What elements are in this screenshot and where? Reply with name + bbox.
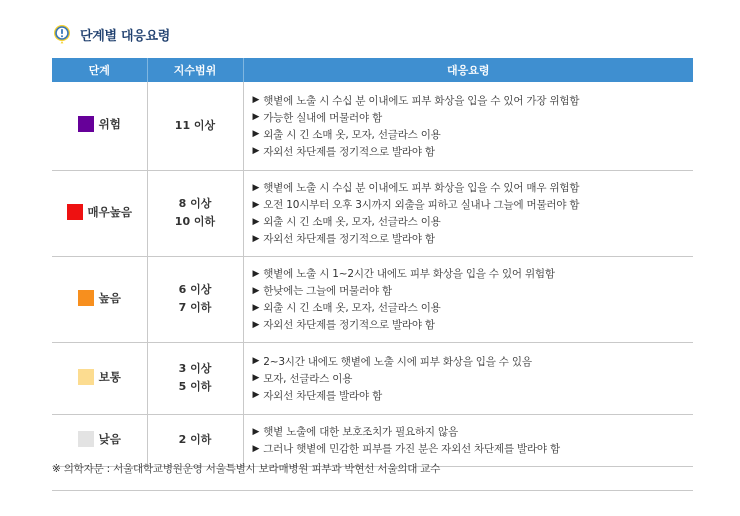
level-cell [52, 256, 147, 342]
response-text: 외출 시 긴 소매 옷, 모자, 선글라스 이용 [263, 216, 441, 228]
range-cell [147, 342, 243, 414]
range-value: 7 이하 [178, 301, 212, 314]
table-header-row [52, 58, 693, 82]
level-cell [52, 82, 147, 170]
table-row [52, 256, 693, 342]
response-text: 햇볕에 노출 시 수십 분 이내에도 피부 화상을 입을 수 있어 매우 위험함 [263, 182, 580, 194]
range-value: 10 이하 [174, 215, 216, 228]
level-label: 낮음 [98, 431, 121, 446]
table-row [52, 82, 693, 170]
level-cell [52, 170, 147, 256]
level-color-swatch [78, 369, 94, 385]
range-value: 11 이상 [174, 118, 216, 132]
range-cell [147, 82, 243, 170]
response-item [253, 265, 694, 282]
response-text: 외출 시 긴 소매 옷, 모자, 선글라스 이용 [263, 128, 441, 141]
level-color-swatch [78, 290, 94, 306]
triangle-bullet-icon: ▶ [252, 426, 260, 437]
triangle-bullet-icon: ▶ [252, 129, 260, 140]
divider [52, 490, 693, 491]
triangle-bullet-icon: ▶ [252, 199, 260, 210]
triangle-bullet-icon: ▶ [252, 302, 260, 313]
triangle-bullet-icon: ▶ [252, 112, 260, 123]
range-cell [147, 414, 243, 466]
response-cell [243, 414, 693, 466]
uv-response-table [52, 58, 693, 467]
response-item [253, 213, 694, 230]
response-text: 그러나 햇볕에 민감한 피부를 가진 분은 자외선 차단제를 발라야 함 [263, 443, 560, 455]
response-item [253, 440, 694, 457]
table-row [52, 414, 693, 466]
response-cell [243, 256, 693, 342]
header-level: 단계 [52, 58, 147, 82]
triangle-bullet-icon: ▶ [252, 95, 260, 106]
table-row [52, 342, 693, 414]
response-text: 자외선 차단제를 발라야 함 [263, 389, 383, 402]
range-value: 5 이하 [178, 380, 212, 393]
response-item [253, 423, 694, 440]
header-range: 지수범위 [147, 58, 243, 82]
range-value: 8 이상 [178, 197, 212, 210]
response-text: 자외선 차단제를 정기적으로 발라야 함 [263, 319, 435, 331]
triangle-bullet-icon: ▶ [252, 233, 260, 244]
level-color-swatch [78, 431, 94, 447]
response-cell [243, 342, 693, 414]
response-cell [243, 170, 693, 256]
response-text: 자외선 차단제를 정기적으로 발라야 함 [263, 145, 435, 158]
response-text: 오전 10시부터 오후 3시까지 외출을 피하고 실내나 그늘에 머물러야 함 [263, 199, 580, 211]
triangle-bullet-icon: ▶ [252, 356, 260, 366]
response-item [253, 370, 694, 387]
header-response: 대응요령 [243, 58, 693, 82]
response-item [253, 282, 694, 299]
response-item [253, 143, 694, 160]
response-text: 햇볕 노출에 대한 보호조치가 필요하지 않음 [263, 426, 458, 438]
response-text: 한낮에는 그늘에 머물러야 함 [263, 285, 392, 297]
range-value: 3 이상 [178, 362, 212, 375]
exclamation-circle-icon [52, 24, 72, 44]
medical-advisory-note: ※ 의학자문 : 서울대학교병원운영 서울특별시 보라매병원 피부과 박현선 서울의대 교수 [52, 463, 441, 475]
range-value: 2 이하 [178, 433, 212, 446]
response-item [253, 126, 694, 143]
triangle-bullet-icon: ▶ [252, 285, 260, 296]
response-text: 외출 시 긴 소매 옷, 모자, 선글라스 이용 [263, 302, 441, 314]
range-cell [147, 256, 243, 342]
triangle-bullet-icon: ▶ [252, 319, 260, 330]
response-item [253, 179, 694, 196]
response-text: 자외선 차단제를 정기적으로 발라야 함 [263, 233, 435, 245]
level-cell [52, 342, 147, 414]
triangle-bullet-icon: ▶ [252, 373, 260, 383]
response-text: 햇볕에 노출 시 1~2시간 내에도 피부 화상을 입을 수 있어 위험함 [263, 268, 555, 280]
response-item [253, 353, 694, 370]
level-color-swatch [78, 116, 94, 132]
response-item [253, 230, 694, 247]
level-label: 높음 [98, 290, 121, 305]
level-label: 보통 [98, 369, 121, 384]
response-item [253, 387, 694, 404]
response-item [253, 299, 694, 316]
triangle-bullet-icon: ▶ [252, 182, 260, 193]
response-text: 가능한 실내에 머물러야 함 [263, 111, 383, 124]
response-text: 2~3시간 내에도 햇볕에 노출 시에 피부 화상을 입을 수 있음 [263, 355, 532, 368]
range-value: 6 이상 [178, 283, 212, 296]
triangle-bullet-icon: ▶ [252, 216, 260, 227]
response-item [253, 316, 694, 333]
response-item [253, 196, 694, 213]
triangle-bullet-icon: ▶ [252, 146, 260, 157]
response-text: 모자, 선글라스 이용 [263, 372, 353, 385]
response-cell [243, 82, 693, 170]
triangle-bullet-icon: ▶ [252, 268, 260, 279]
level-label: 매우높음 [87, 204, 132, 219]
level-label: 위험 [98, 117, 121, 132]
section-title: 단계별 대응요령 [80, 28, 171, 44]
response-item [253, 92, 694, 109]
section-header [52, 22, 170, 46]
table-row [52, 170, 693, 256]
level-cell [52, 414, 147, 466]
response-item [253, 109, 694, 126]
level-color-swatch [67, 204, 83, 220]
range-cell [147, 170, 243, 256]
triangle-bullet-icon: ▶ [252, 390, 260, 400]
triangle-bullet-icon: ▶ [252, 443, 260, 454]
response-text: 햇볕에 노출 시 수십 분 이내에도 피부 화상을 입을 수 있어 가장 위험함 [263, 94, 580, 107]
